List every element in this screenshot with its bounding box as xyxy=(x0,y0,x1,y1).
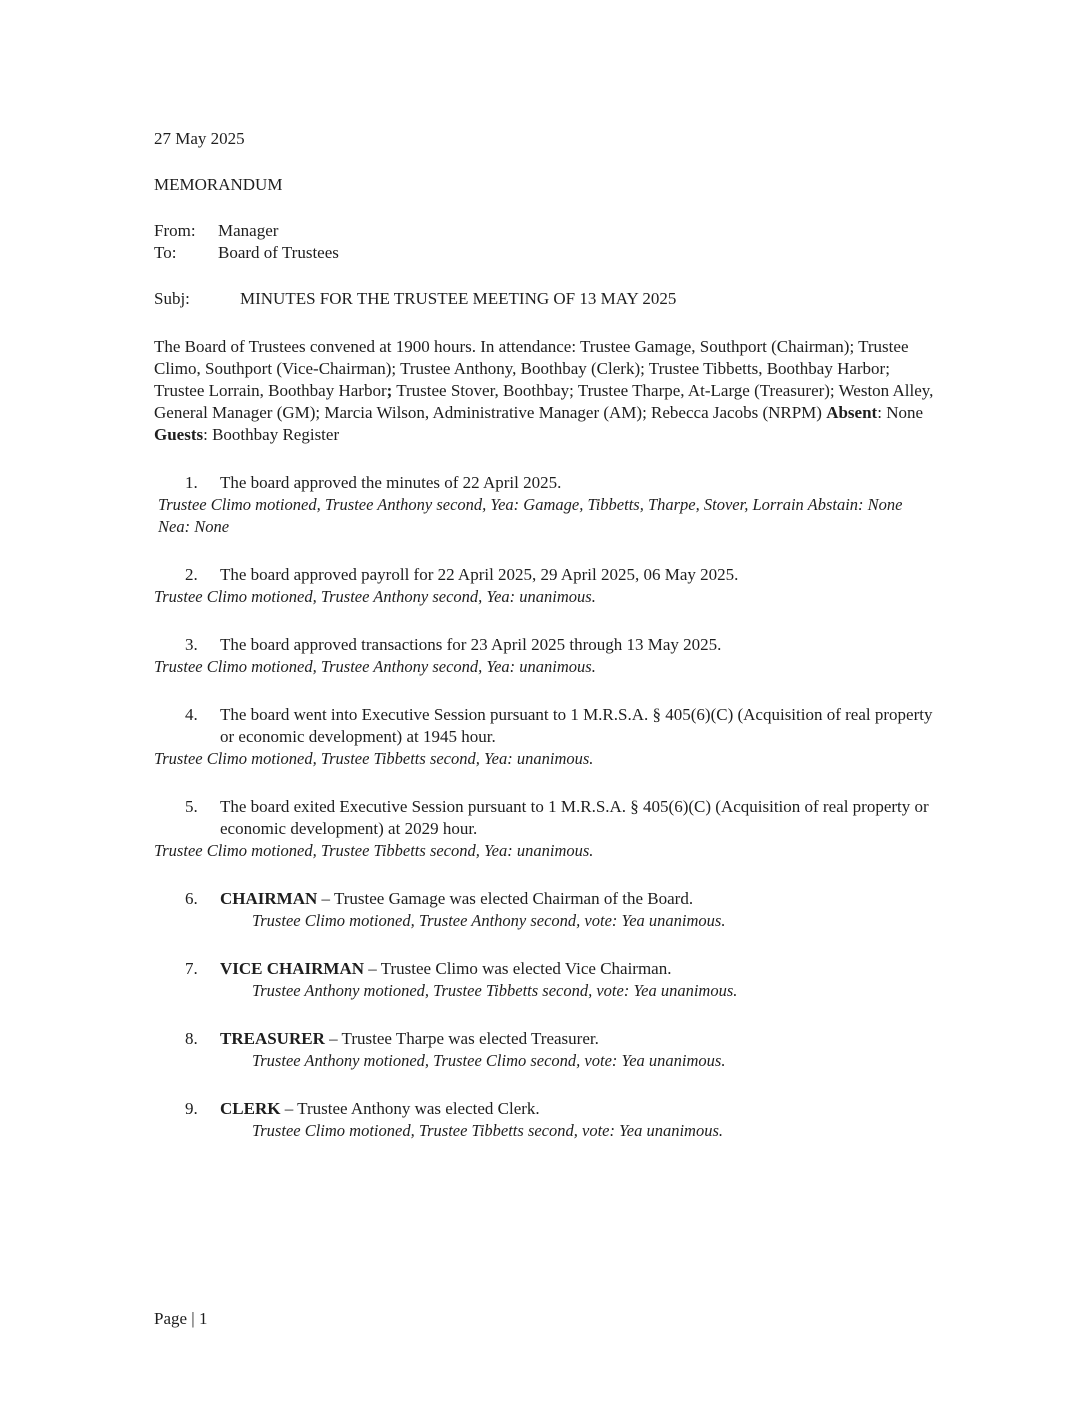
item-body: – Trustee Gamage was elected Chairman of the Board. xyxy=(317,889,694,908)
item-number: 4. xyxy=(185,705,198,724)
item-number: 5. xyxy=(185,797,198,816)
subject-label: Subj: xyxy=(154,289,190,308)
motion-line: Trustee Climo motioned, Trustee Tibbetts second, Yea: unanimous. xyxy=(154,749,594,768)
motion-line: Trustee Anthony motioned, Trustee Tibbetts second, vote: Yea unanimous. xyxy=(252,981,738,1000)
from-value: Manager xyxy=(218,221,279,240)
item-text xyxy=(220,958,938,980)
motion-line: Trustee Climo motioned, Trustee Anthony second, Yea: Gamage, Tibbetts, Tharpe, Stover, Lorrain Abstain: None Nea: None xyxy=(158,495,903,536)
minutes-item-5 xyxy=(154,796,938,862)
item-text xyxy=(220,796,938,840)
subject-value: MINUTES FOR THE TRUSTEE MEETING OF 13 MAY 2025 xyxy=(240,289,677,308)
item-body: – Trustee Climo was elected Vice Chairman. xyxy=(364,959,672,978)
memo-title: MEMORANDUM xyxy=(154,175,283,194)
to-row xyxy=(154,242,938,264)
memo-content xyxy=(154,128,938,1142)
minutes-item-4 xyxy=(154,704,938,770)
item-number: 1. xyxy=(185,473,198,492)
attendance-bold-semicolon: ; xyxy=(386,381,393,400)
to-label: To: xyxy=(154,243,177,262)
item-lead-chairman: CHAIRMAN xyxy=(220,889,318,908)
attendance-text: The Board of Trustees convened at 1900 hours. In attendance: Trustee Gamage, Southport (Chairman); Trustee Climo, Southport (Vice-Chairman); Trustee Anthony, Boothbay (Clerk); Trustee Tibbetts, Boothbay Harbor; Trustee Lorrain, Boothbay Harbor xyxy=(154,337,913,400)
item-text xyxy=(220,1098,938,1120)
attendance-text: Trustee Stover, Boothbay; Trustee Tharpe, At-Large (Treasurer); Weston Alley, General Manager (GM); Marcia Wilson, Administrative Manager (AM); Rebecca Jacobs (NRPM) xyxy=(154,381,938,422)
minutes-item-8 xyxy=(154,1028,938,1072)
to-value: Board of Trustees xyxy=(218,243,339,262)
from-label: From: xyxy=(154,221,196,240)
item-body: – Trustee Tharpe was elected Treasurer. xyxy=(324,1029,599,1048)
item-number: 3. xyxy=(185,635,198,654)
motion-line: Trustee Climo motioned, Trustee Anthony second, Yea: unanimous. xyxy=(154,657,596,676)
guests-label: Guests xyxy=(154,425,204,444)
item-text xyxy=(220,704,938,748)
minutes-item-9 xyxy=(154,1098,938,1142)
absent-value: : None xyxy=(877,403,928,422)
minutes-item-3 xyxy=(154,634,938,678)
minutes-item-7 xyxy=(154,958,938,1002)
from-to-block xyxy=(154,220,938,264)
memo-date: 27 May 2025 xyxy=(154,129,245,148)
guests-value: : Boothbay Register xyxy=(203,425,340,444)
motion-line: Trustee Climo motioned, Trustee Tibbetts second, vote: Yea unanimous. xyxy=(252,1121,724,1140)
from-row xyxy=(154,220,938,242)
item-lead-clerk: CLERK xyxy=(220,1099,281,1118)
subject-row xyxy=(154,288,938,310)
item-text xyxy=(220,1028,938,1050)
item-number: 8. xyxy=(185,1029,198,1048)
absent-label: Absent xyxy=(826,403,878,422)
item-number: 6. xyxy=(185,889,198,908)
item-text xyxy=(220,888,938,910)
attendance-paragraph xyxy=(154,336,938,446)
item-text xyxy=(220,564,938,586)
item-body: The board went into Executive Session pursuant to 1 M.R.S.A. § 405(6)(C) (Acquisition of real property or economic development) at 1945 hour. xyxy=(220,705,933,746)
motion-line: Trustee Anthony motioned, Trustee Climo second, vote: Yea unanimous. xyxy=(252,1051,726,1070)
minutes-item-1 xyxy=(154,472,938,538)
motion-line: Trustee Climo motioned, Trustee Tibbetts second, Yea: unanimous. xyxy=(154,841,594,860)
item-number: 2. xyxy=(185,565,198,584)
item-body: The board approved the minutes of 22 April 2025. xyxy=(220,473,562,492)
item-lead-vice-chairman: VICE CHAIRMAN xyxy=(220,959,365,978)
minutes-item-6 xyxy=(154,888,938,932)
motion-line: Trustee Climo motioned, Trustee Anthony second, vote: Yea unanimous. xyxy=(252,911,726,930)
page-number: Page | 1 xyxy=(154,1309,208,1328)
item-text xyxy=(220,634,938,656)
item-body: The board approved payroll for 22 April 2025, 29 April 2025, 06 May 2025. xyxy=(220,565,739,584)
item-body: The board exited Executive Session pursuant to 1 M.R.S.A. § 405(6)(C) (Acquisition of real property or economic development) at 2029 hour. xyxy=(220,797,929,838)
minutes-item-2 xyxy=(154,564,938,608)
item-number: 9. xyxy=(185,1099,198,1118)
item-body: – Trustee Anthony was elected Clerk. xyxy=(280,1099,540,1118)
minutes-item-list xyxy=(154,472,938,1142)
motion-line: Trustee Climo motioned, Trustee Anthony second, Yea: unanimous. xyxy=(154,587,596,606)
item-text xyxy=(220,472,938,494)
item-lead-treasurer: TREASURER xyxy=(220,1029,325,1048)
item-body: The board approved transactions for 23 April 2025 through 13 May 2025. xyxy=(220,635,722,654)
item-number: 7. xyxy=(185,959,198,978)
